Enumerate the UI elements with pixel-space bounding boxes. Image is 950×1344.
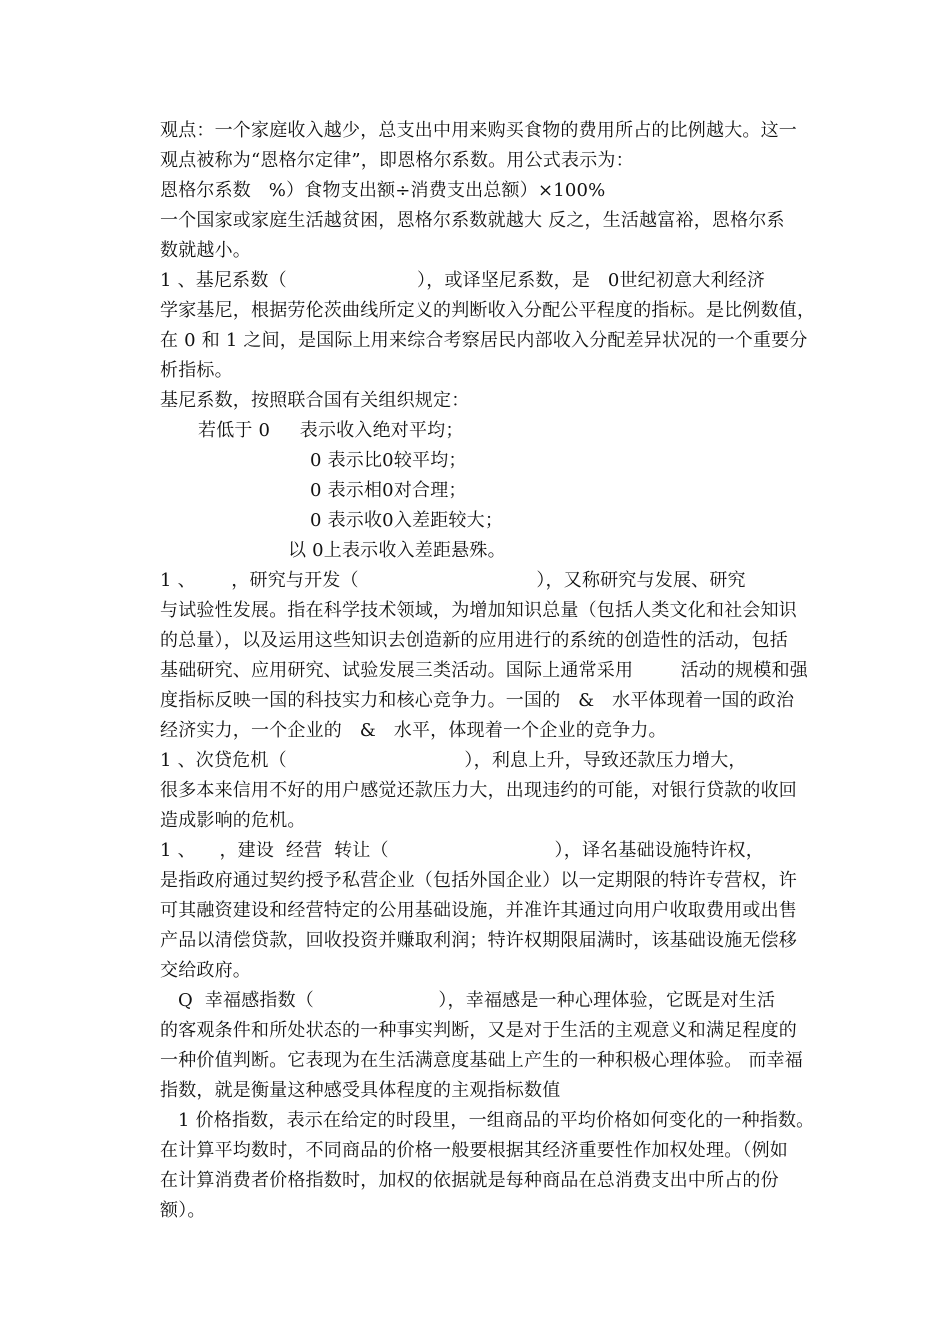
text-line: 一个国家或家庭生活越贫困，恩格尔系数就越大 反之，生活越富裕，恩格尔系 (160, 210, 785, 231)
text-line: 析指标。 (160, 360, 233, 381)
text-line: 产品以清偿贷款，回收投资并赚取利润；特许权期限届满时，该基础设施无偿移 (160, 930, 797, 951)
text-line: 的客观条件和所处状态的一种事实判断，又是对于生活的主观意义和满足程度的 (160, 1020, 797, 1041)
text-line: 基础研究、应用研究、试验发展三类活动。国际上通常采用 活动的规模和强 (160, 660, 808, 681)
text-line: 造成影响的危机。 (160, 810, 306, 831)
text-line: 在 0 和 1 之间，是国际上用来综合考察居民内部收入分配差异状况的一个重要分 (160, 330, 808, 351)
text-line: 与试验性发展。指在科学技术领域，为增加知识总量（包括人类文化和社会知识 (160, 600, 797, 621)
text-line: 交给政府。 (160, 960, 251, 981)
text-line: 在计算平均数时，不同商品的价格一般要根据其经济重要性作加权处理。（例如 (160, 1140, 788, 1161)
text-line: 是指政府通过契约授予私营企业（包括外国企业）以一定期限的特许专营权，许 (160, 870, 797, 891)
text-line: 数就越小。 (160, 240, 251, 261)
section-heading-rd: 1 、 ，研究与开发（ ），又称研究与发展、研究 (160, 570, 746, 591)
gini-rule-line: 以 0上表示收入差距悬殊。 (288, 540, 506, 561)
text-line: 的总量），以及运用这些知识去创造新的应用进行的系统的创造性的活动，包括 (160, 630, 788, 651)
section-heading-gini: 1 、基尼系数（ ），或译坚尼系数，是 0世纪初意大利经济 (160, 270, 766, 291)
gini-rule-line: 0 表示相0对合理； (310, 480, 467, 501)
text-line: 在计算消费者价格指数时，加权的依据就是每种商品在总消费支出中所占的份 (160, 1170, 779, 1191)
text-line: 可其融资建设和经营特定的公用基础设施，并准许其通过向用户收取费用或出售 (160, 900, 797, 921)
section-heading-subprime: 1 、次贷危机（ ），利息上升，导致还款压力增大， (160, 750, 747, 771)
section-heading-bot: 1 、 ，建设 经营 转让（ ），译名基础设施特许权， (160, 840, 764, 861)
gini-rule-line: 若低于 0 表示收入绝对平均； (198, 420, 464, 441)
formula-line: 恩格尔系数 %）食物支出额÷消费支出总额）×100% (160, 180, 606, 201)
text-line: 度指标反映一国的科技实力和核心竞争力。一国的 & 水平体现着一国的政治 (160, 690, 795, 711)
gini-rule-line: 0 表示比0较平均； (310, 450, 467, 471)
text-line: 经济实力，一个企业的 & 水平，体现着一个企业的竞争力。 (160, 720, 667, 741)
text-line: 观点：一个家庭收入越少，总支出中用来购买食物的费用所占的比例越大。这一 (160, 120, 797, 141)
text-line: 观点被称为“恩格尔定律”，即恩格尔系数。用公式表示为： (160, 150, 634, 171)
text-line: 一种价值判断。它表现为在生活满意度基础上产生的一种积极心理体验。 而幸福 (160, 1050, 803, 1071)
text-line: 基尼系数，按照联合国有关组织规定： (160, 390, 470, 411)
text-line: 额）。 (160, 1200, 206, 1221)
section-heading-price-index: 1 价格指数，表示在给定的时段里，一组商品的平均价格如何变化的一种指数。 (178, 1110, 815, 1131)
text-line: 很多本来信用不好的用户感觉还款压力大，出现违约的可能，对银行贷款的收回 (160, 780, 797, 801)
text-line: 学家基尼，根据劳伦茨曲线所定义的判断收入分配公平程度的指标。是比例数值， (160, 300, 816, 321)
gini-rule-line: 0 表示收0入差距较大； (310, 510, 504, 531)
section-heading-happiness: Q 幸福感指数（ ），幸福感是一种心理体验，它既是对生活 (178, 990, 776, 1011)
text-line: 指数，就是衡量这种感受具体程度的主观指标数值 (160, 1080, 561, 1101)
